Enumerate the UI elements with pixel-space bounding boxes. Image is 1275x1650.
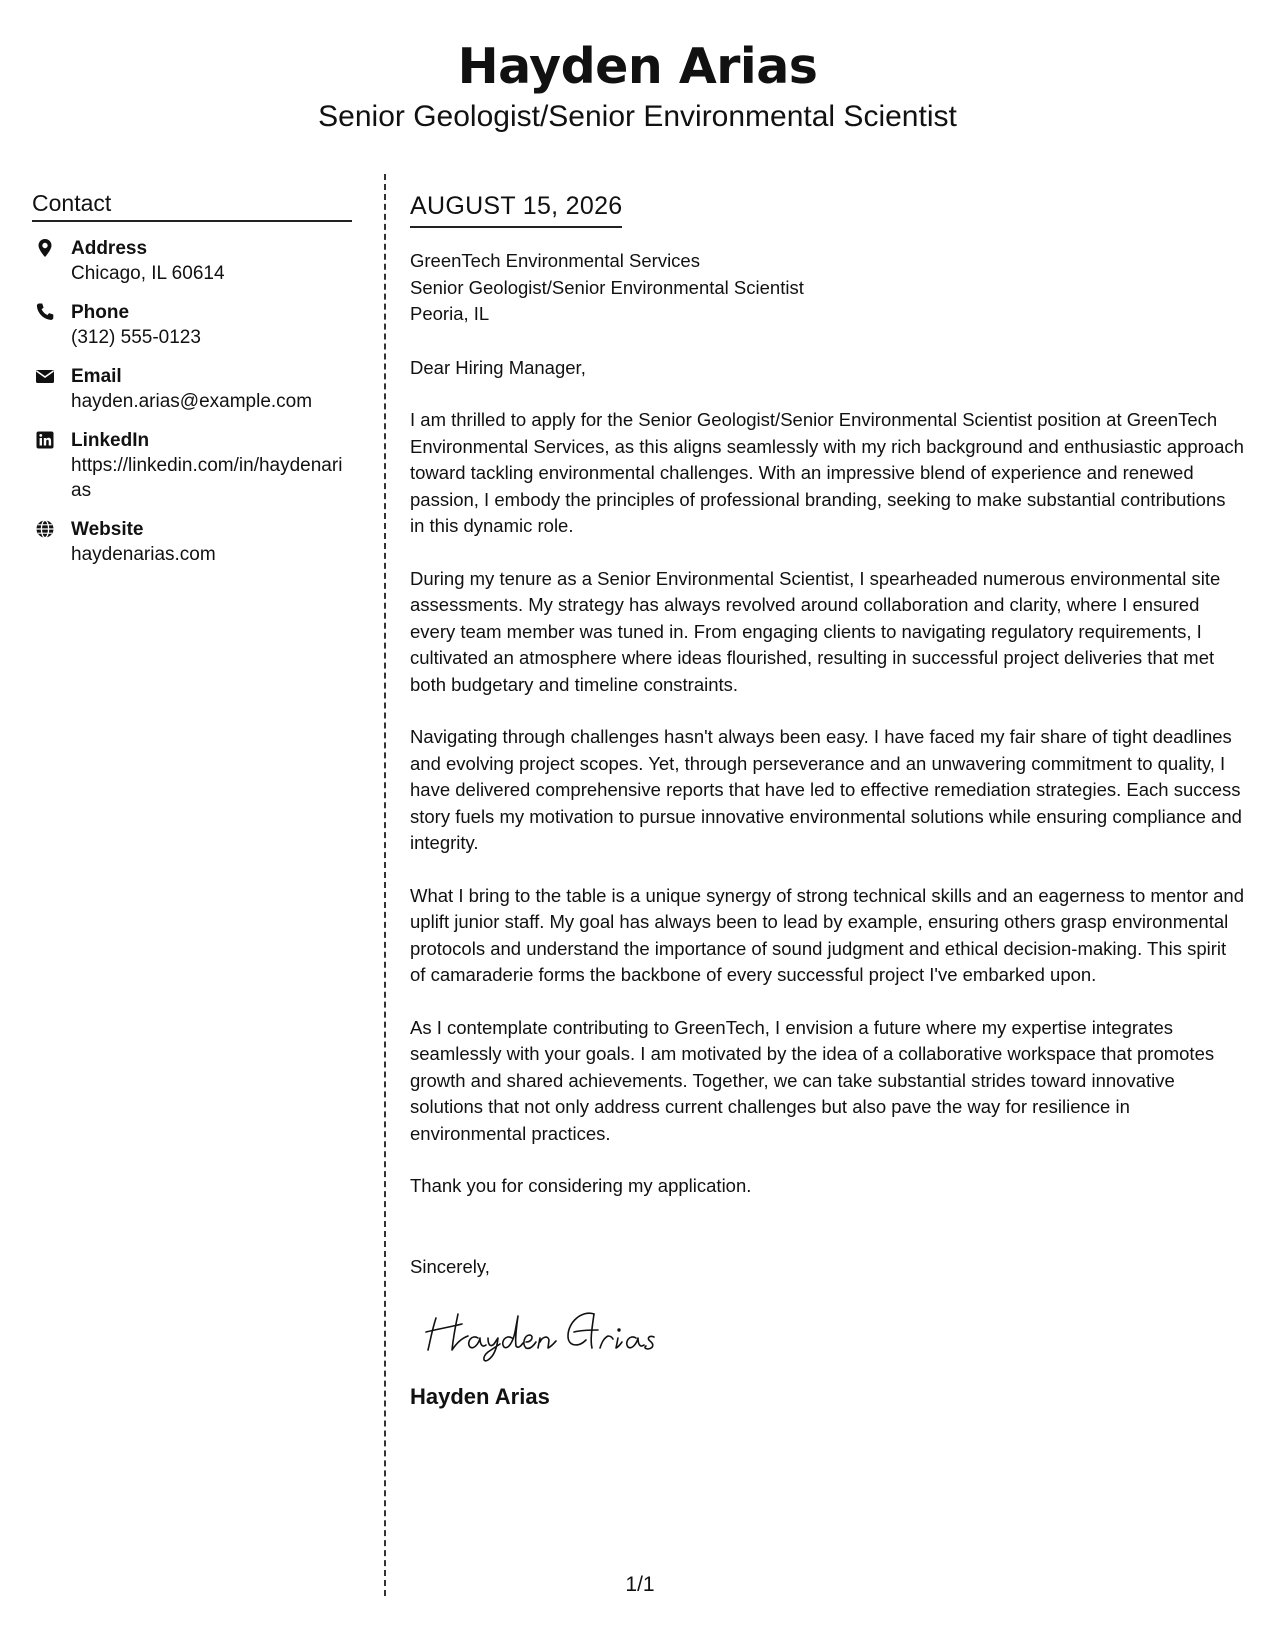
- contact-item-email: [32, 364, 352, 414]
- letter-header: [0, 36, 1275, 136]
- contact-sidebar: [32, 188, 352, 581]
- contact-label: Website: [71, 519, 144, 540]
- column-divider: [384, 174, 386, 1596]
- contact-label: Address: [71, 238, 148, 259]
- contact-item-phone: [32, 300, 352, 350]
- recipient-company: GreenTech Environmental Services: [410, 250, 700, 271]
- salutation: Dear Hiring Manager,: [410, 356, 586, 378]
- letter-paragraph: What I bring to the table is a unique synergy of strong technical skills and an eagerness to mentor and uplift junior staff. My goal has always been to lead by example, ensuring others grasp environmental protocols and understand the importance of sound judgment and ethical decision-making. This spirit of camaraderie forms the backbone of every successful project I've embarked upon.: [410, 884, 1245, 985]
- phone-icon: [35, 302, 55, 322]
- linkedin-icon: [35, 430, 55, 450]
- closing: Sincerely,: [410, 1255, 490, 1277]
- contact-value: haydenarias.com: [71, 544, 216, 565]
- contact-value: hayden.arias@example.com: [71, 391, 313, 412]
- contact-section-title: Contact: [32, 188, 352, 222]
- letter-paragraph: Navigating through challenges hasn't always been easy. I have faced my fair share of tight deadlines and evolving project scopes. Yet, through perseverance and an unwavering commitment to quality, I have delivered comprehensive reports that have led to effective remediation strategies. Each success story fuels my motivation to pursue innovative environmental solutions while ensuring compliance and integrity.: [410, 726, 1242, 853]
- letter-text: [410, 355, 1245, 1200]
- contact-value: https://linkedin.com/in/haydenarias: [71, 455, 343, 501]
- recipient-block: [410, 248, 1245, 328]
- envelope-icon: [35, 366, 55, 386]
- contact-value: (312) 555-0123: [71, 327, 201, 348]
- contact-item-linkedin: [32, 428, 352, 503]
- applicant-name: Hayden Arias: [457, 38, 818, 95]
- letter-body: [410, 190, 1245, 1412]
- letter-paragraph: Thank you for considering my application.: [410, 1175, 752, 1196]
- contact-item-address: [32, 236, 352, 286]
- contact-label: Email: [71, 366, 122, 387]
- recipient-position: Senior Geologist/Senior Environmental Scientist: [410, 276, 804, 298]
- recipient-location: Peoria, IL: [410, 303, 490, 324]
- contact-value: Chicago, IL 60614: [71, 263, 225, 284]
- contact-item-website: [32, 517, 352, 567]
- letter-paragraph: As I contemplate contributing to GreenTech, I envision a future where my expertise integrates seamlessly with your goals. I am motivated by the idea of a collaborative workspace that promotes growth and shared achievements. Together, we can take substantial strides toward innovative solutions that not only address current challenges but also pave the way for resilience in environmental practices.: [410, 1016, 1215, 1144]
- applicant-title: Senior Geologist/Senior Environmental Scientist: [318, 100, 957, 133]
- letter-paragraph: I am thrilled to apply for the Senior Geologist/Senior Environmental Scientist position at GreenTech Environmental Services, as this aligns seamlessly with my rich background and enthusiastic approach toward tackling environmental challenges. With an impressive blend of experience and renewed passion, I embody the principles of professional branding, seeking to make substantial contributions in this dynamic role.: [410, 409, 1244, 536]
- contact-label: Phone: [71, 302, 130, 323]
- globe-icon: [35, 519, 55, 539]
- map-pin-icon: [35, 238, 55, 258]
- signed-name: Hayden Arias: [410, 1384, 550, 1409]
- contact-label: LinkedIn: [71, 430, 150, 451]
- letter-date: AUGUST 15, 2026: [410, 190, 622, 228]
- handwritten-signature: [422, 1302, 662, 1364]
- letter-paragraph: During my tenure as a Senior Environmental Scientist, I spearheaded numerous environmental site assessments. My strategy has always revolved around collaboration and clarity, where I ensured every team member was tuned in. From engaging clients to navigating regulatory requirements, I cultivated an atmosphere where ideas flourished, resulting in successful project deliveries that met both budgetary and timeline constraints.: [410, 567, 1221, 695]
- page-number: 1/1: [625, 1573, 655, 1596]
